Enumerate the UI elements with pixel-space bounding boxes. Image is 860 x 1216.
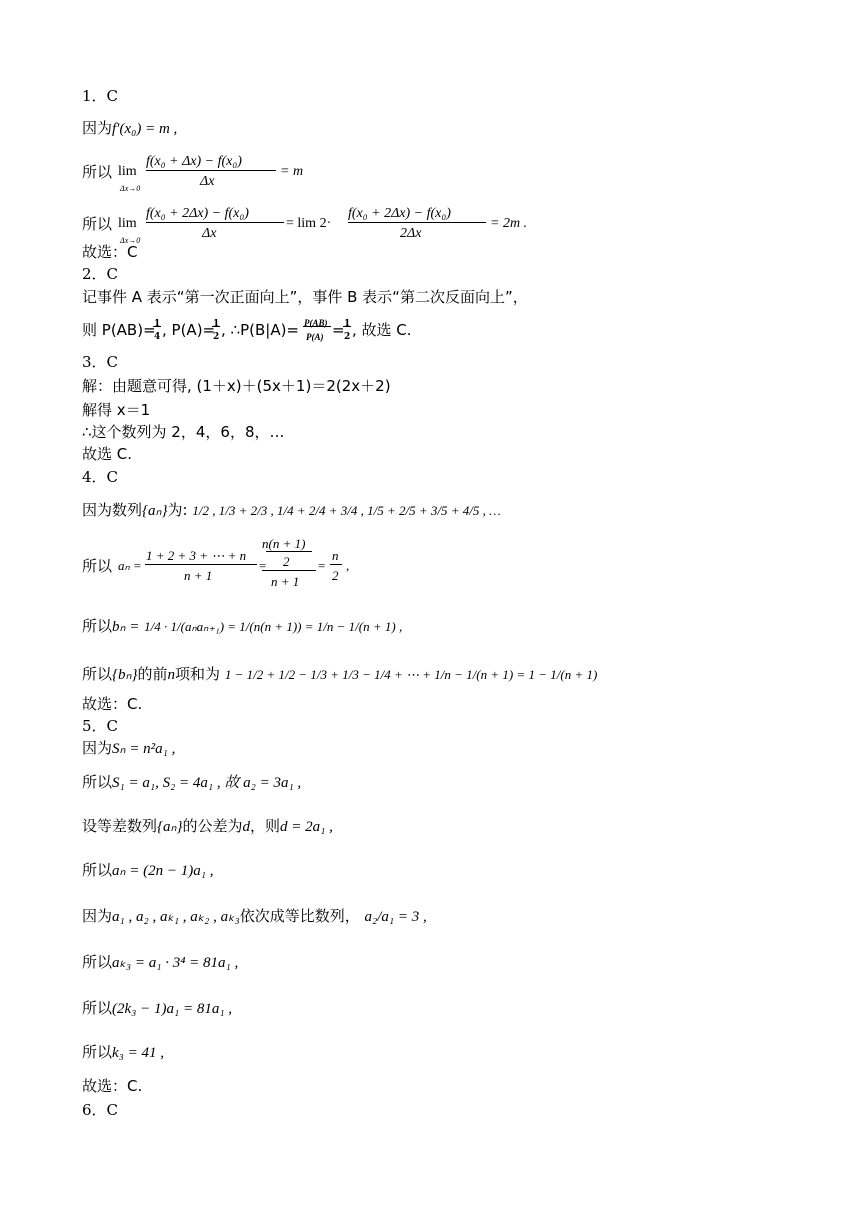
q5-line4: 所以aₙ = (2n − 1)a₁ , [82,861,214,879]
q4-sequence: 1/2 , 1/3 + 2/3 , 1/4 + 2/4 + 3/4 , 1/5 + 2/5 + 3/5 + 4/5 , … [192,503,501,518]
answer-2-heading: 2．C [82,265,119,283]
answer-6-heading: 6．C [82,1101,119,1119]
q3-conclusion: 故选 C. [82,445,133,463]
q4-conclusion: 故选：C. [82,695,143,713]
q5-line7: 所以(2k₃ − 1)a₁ = 81a₁ , [82,999,233,1017]
q1-line3-label: 所以 [82,215,113,233]
q5-line2: 所以S₁ = a₁, S₂ = 4a₁ , 故 a₂ = 3a₁ , [82,773,302,791]
q5-line8: 所以k₃ = 41 , [82,1043,165,1061]
q4-line2-label: 所以 [82,557,113,575]
answer-3-heading: 3．C [82,353,119,371]
q1-conclusion: 故选：C [82,243,138,261]
q5-line5: 因为a₁ , a₂ , aₖ₁ , aₖ₂ , aₖ₃依次成等比数列， a₂/a₁ = 3 , [82,907,427,925]
q2-line1: 记事件 A 表示“第一次正面向上”，事件 B 表示“第二次反面向上”， [82,288,528,306]
q4-bn-formula: 1/4 · 1/(aₙaₙ₊₁) = 1/(n(n + 1)) = 1/n − 1/(n + 1) , [144,619,403,634]
document-page: 1．C 因为f′(x₀) = m , 所以 lim Δx→0 f(x₀ + Δx) − f(x₀) Δx = m 所以 lim Δx→0 f(x₀ + 2Δx) − f(x₀) Δx = lim 2· f(x₀ + 2Δx) − f(x₀) 2Δx = 2m . 故选：C 2．C 记事件 A 表示“第一次正面向上”，事件 B 表示“第二次反面向上”， 则 P(AB)= 1 4 , P(A)= 1 2 , ∴P(B|A)= P(AB) P(A) = 1 2 , 故选 C. 3．C 解：由题意可得, (1＋x)＋(5x＋1)＝2(2x＋2) 解得 x＝1 ∴这个数列为 2，4，6，8，… 故选 C. 4．C 因为数列{aₙ}为: 1/2 , 1/3 + 2/3 , 1/4 + 2/4 + 3/4 , 1/5 + 2/5 + 3/5 + 4/5 , … 所以 aₙ = 1 + 2 + 3 + ⋯ + n n + 1 = n(n + 1) 2 n + 1 = n 2 , 所以bₙ = 1/4 · 1/(aₙaₙ₊₁) = 1/(n(n + 1)) = 1/n − 1/(n + 1) , 所以{bₙ}的前n项和为 1 − 1/2 + 1/2 − 1/3 + 1/3 − 1/4 + ⋯ + 1/n − 1/(n + 1) = 1 − 1/(n + 1) 故选：C. 5．C 因为Sₙ = n²a₁ , 所以S₁ = a₁, S₂ = 4a₁ , 故 a₂ = 3a₁ , 设等差数列{aₙ}的公差为d，则d = 2a₁ , 所以aₙ = (2n − 1)a₁ , 因为a₁ , a₂ , aₖ₁ , aₖ₂ , aₖ₃依次成等比数列， a₂/a₁ = 3 , 所以aₖ₃ = a₁ · 3⁴ = 81a₁ , 所以(2k₃ − 1)a₁ = 81a₁ , 所以k₃ = 41 , 故选：C. 6．C [0,0,860,1216]
answer-4-heading: 4．C [82,468,119,486]
q2-line2: 则 P(AB)= 1 4 , P(A)= 1 2 , ∴P(B|A)= P(AB) P(A) = 1 2 , 故选 C. [82,318,412,342]
q4-line2-formula: aₙ = 1 + 2 + 3 + ⋯ + n n + 1 = n(n + 1) 2 n + 1 = n 2 , [118,536,350,589]
q1-line1-math: f′(x₀) = m , [112,121,178,137]
q4-sum-formula: 1 − 1/2 + 1/2 − 1/3 + 1/3 − 1/4 + ⋯ + 1/n − 1/(n + 1) = 1 − 1/(n + 1) [224,667,598,682]
q5-conclusion: 故选：C. [82,1077,143,1095]
q4-line3: 所以bₙ = 1/4 · 1/(aₙaₙ₊₁) = 1/(n(n + 1)) = 1/n − 1/(n + 1) , [82,617,403,635]
q3-line3: ∴这个数列为 2，4，6，8，… [82,423,285,441]
q3-line1: 解：由题意可得, (1＋x)＋(5x＋1)＝2(2x＋2) [82,377,391,395]
q4-line1: 因为数列{aₙ}为: 1/2 , 1/3 + 2/3 , 1/4 + 2/4 + 3/4 , 1/5 + 2/5 + 3/5 + 4/5 , … [82,501,501,519]
q5-line6: 所以aₖ₃ = a₁ · 3⁴ = 81a₁ , [82,953,239,971]
q5-line3: 设等差数列{aₙ}的公差为d，则d = 2a₁ , [82,817,333,835]
answer-5-heading: 5．C [82,717,119,735]
q4-line4: 所以{bₙ}的前n项和为 1 − 1/2 + 1/2 − 1/3 + 1/3 − 1/4 + ⋯ + 1/n − 1/(n + 1) = 1 − 1/(n + 1) [82,665,598,683]
q3-line2: 解得 x＝1 [82,401,151,419]
q1-line1: 因为f′(x₀) = m , [82,119,178,137]
answer-1-heading: 1．C [82,87,119,105]
q1-line2-label: 所以 [82,163,113,181]
q5-line1: 因为Sₙ = n²a₁ , [82,739,176,757]
